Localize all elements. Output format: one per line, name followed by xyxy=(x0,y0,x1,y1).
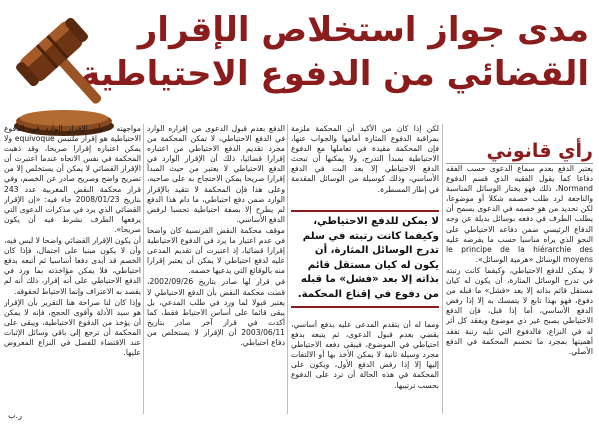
column-2 xyxy=(291,124,439,208)
column-3-paragraph: الدفع بعدم قبول الدعوى من إقراره الوارد في الدفع الاحتياطي، لا تمكن المحكمة من مجرد تقديم الدفع الاحتياطي من اعتباره إقرارا قضائيا، ذلك أن الإقرار الوارد في الدفع الاحتياطي لا يعتبر من حيث المبدأ إقرارا صريحا يمكن الاحتجاج به على صاحبه، وعلى هذا فإن المحكمة لا تتقيد بالإقرار الوارد ضمن دفع احتياطي، ما دام هذا الدفع لم يطرح إلا بصفة احتياطية تحسبا لرفض الدفع الأساسي. xyxy=(147,124,285,224)
article-headline xyxy=(80,8,589,96)
column-rule xyxy=(143,124,144,414)
column-rule xyxy=(287,124,288,414)
column-4 xyxy=(4,124,141,402)
gavel-icon xyxy=(6,4,136,139)
column-4-paragraph: مواجهته - بأن الإقرار الوارد في الدفوع الاحتياطية هو إقرار ملتبس equivoque ولا يمكن اعتباره إقرارا صريحا، وقد ذهبت المحكمة في نفس الاتجاه عندما اعتبرت أن الإقرار القضائي لا يمكن أن يستخلص إلا من تصريح واضح وصريح صادر عن الخصم، وفي قرار محكمة النقض المغربية عدد 243 بتاريخ 2008/01/23 جاء فيه: «إن الإقرار القضائي الذي يرد في مذكرات الدعوى التي يرفعها الطرف بشرط فيه أن يكون صريحا». xyxy=(4,124,141,234)
column-2-paragraph: ومما له أن يتقدم المدعى عليه بدفع أساسي، يقضي بعدم قبول الدعوى، ثم يتبعه بدفع احتياطي في الموضوع، فيبقى دفعه الاحتياطي مجرد وسيلة ثانية لا يمكن الأخذ بها أو الالتفات إليها إلا إذا رفض الدفع الأول، ويكون على المحكمة في هذه الحالة أن ترد على الدفوع بحسب ترتيبها. xyxy=(291,320,439,390)
pull-quote: لا يمكن للدفع الاحتياطي، وكيفما كانت رتبته في سلم تدرج الوسائل المثارة، أن يكون له كيان مستقل قائم بذاته إلا بعد «فشل» ما قبله من دفوع في إقناع المحكمة. xyxy=(291,210,439,308)
author-signature: ر.ب xyxy=(8,411,22,420)
column-4-paragraph: أن يكون الإقرار القضائي واضحا لا لبس فيه، وأن لا يكون مبنيا على احتمال، فإذا كان الخصم قد أبدى دفعا أساسيا ثم أتبعه بدفع احتياطي، فلا يمكن مؤاخذته بما ورد في الدفع الاحتياطي على أنه إقرار، ذلك أنه لم يقصد به الاعتراف وإنما الاحتياط لحقوقه. xyxy=(4,236,141,296)
column-2-lower xyxy=(291,320,439,414)
column-1 xyxy=(446,164,593,414)
column-3 xyxy=(147,124,285,414)
column-1-paragraph: لا يمكن للدفع الاحتياطي، وكيفما كانت رتبته في تدرج الوسائل المثارة، أن يكون له كيان مستقل قائم بذاته إلا بعد «فشل» ما قبله من دفوع، فهو بهذا تابع لا يتمسك به إلا إذا رفض الدفع الأساسي، أما إذا قبل، فإن الدفع الاحتياطي يصبح غير ذي موضوع ويفقد كل أثر له في النزاع، فالدفوع التي تليه رتبة تفقد أهميتها بمجرد ما تحسم المحكمة في الدفع الأصلي. xyxy=(446,265,593,356)
headline-line-2: القضائي من الدفوع الاحتياطية xyxy=(80,54,589,94)
column-3-paragraph: موقف محكمة النقض الفرنسية كان واضحا في عدم اعتبار ما يرد في الدفوع الاحتياطية إقرارا قضائيا، إذ اعتبرت أن تقديم المدعى عليه لدفع احتياطي لا يمكن أن يعتبر إقرارا منه بالوقائع التي يدعيها خصمه. xyxy=(147,225,285,276)
column-rule xyxy=(442,124,443,414)
headline-line-1: مدى جواز استخلاص الإقرار xyxy=(137,10,589,50)
section-title xyxy=(446,138,593,164)
section-title-text: رأي قانوني xyxy=(486,139,593,162)
column-4-paragraph: وإذا كان لنا صراحة هنا التقرير بأن الإقرار هو سيد الأدلة وأقوى الحجج، فإنه لا يمكن أن يؤخذ من الدفوع الاحتياطية، ويبقى على المحكمة أن ترجع إلى باقي وسائل الإثبات عند الاقتضاء للفصل في النزاع المعروض عليها. xyxy=(4,297,141,358)
column-3-paragraph: في قرار لها صادر بتاريخ 2002/09/26، قضت محكمة النقض بأن الدفع الاحتياطي لا يعتبر قبولا لما ورد في طلب المدعي، بل يبقى قائما على أساس الاحتياط فقط، كما أكدت في قرار آخر صادر بتاريخ 2003/06/11 أن الإقرار لا يستخلص من دفاع احتياطي. xyxy=(147,277,285,347)
column-2-paragraph: لكن إذا كان من الأكيد أن المحكمة ملزمة بمراقبة الدفوع المثارة أمامها والجواب عنها، فإن المحكمة مقيدة في تعاملها مع الدفوع الاحتياطية بمبدأ التدرج، ولا يمكنها أن تبحث الدفع الاحتياطي إلا بعد البت في الدفع الأساسي، وذلك كوسيلة من الوسائل المقدمة في إطار المسطرة. xyxy=(291,124,439,194)
column-1-paragraph: يعتبر الدفع بعدم سماع الدعوى حسب الفقه دفاعا كما يقول الفقيه الذي قسم الدفوع Normand، ذلك فهو يختار الوسائل المناسبة والناجعة لرد طلب خصمه شكلا أو موضوعا، لكن تحديد من هو خصمه في الدعوى يسمح أن يطلب الطرف في دفعه بوسائل بديلة عن وجه الدفاع الرئيسي ضمن دفاعه الاحتياطي على النحو الذي يراه مناسبا حسب ما يفرضه عليه le principe de la hiérarchie des moyens الوسائل «هرمية الوسائل». xyxy=(446,164,593,264)
